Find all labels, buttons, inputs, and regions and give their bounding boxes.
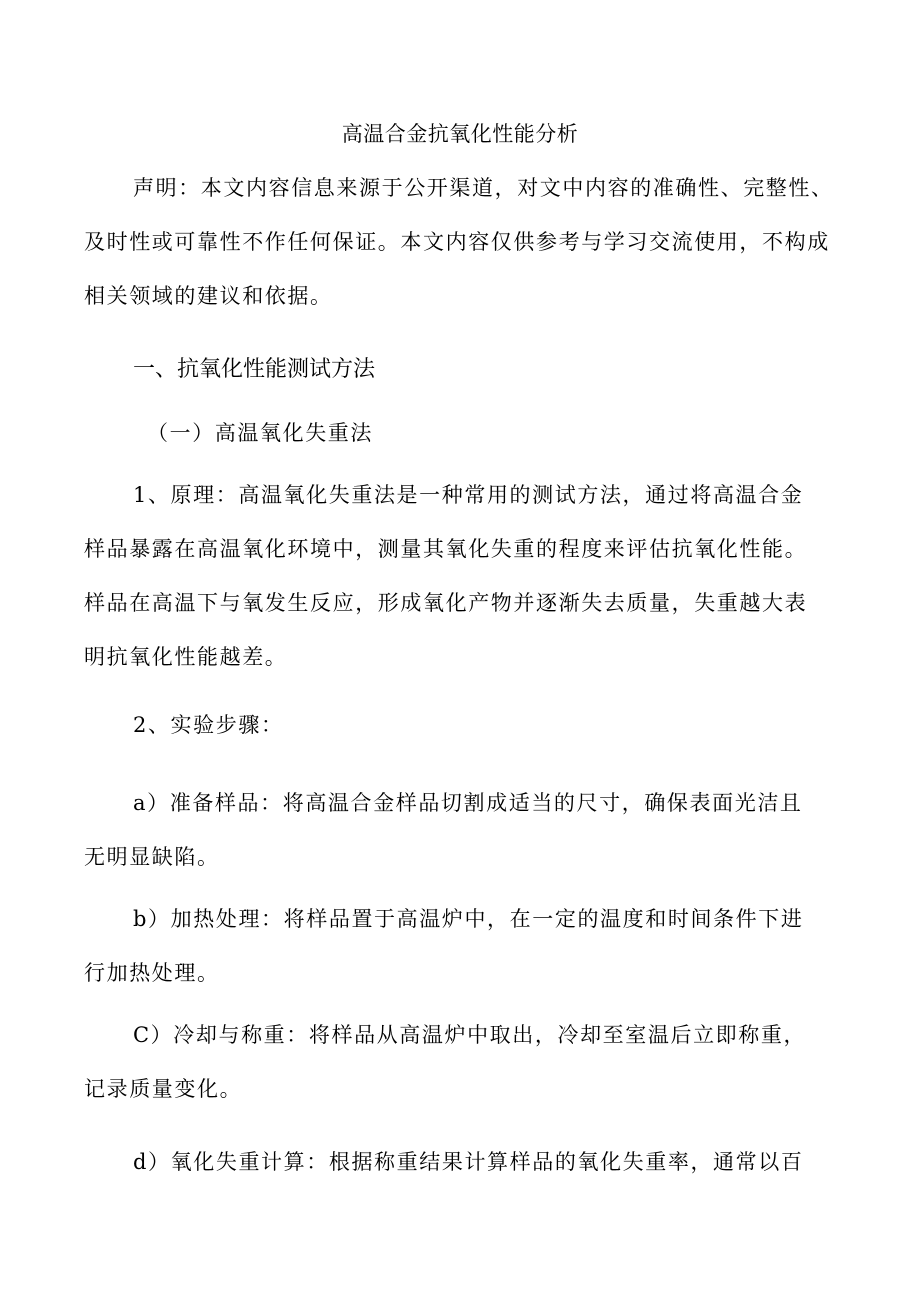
- step-line: a）准备样品：将高温合金样品切割成适当的尺寸，确保表面光洁且: [133, 791, 803, 815]
- disclaimer-line: 相关领域的建议和依据。: [84, 284, 333, 308]
- step-line: 行加热处理。: [84, 961, 220, 985]
- subsection-heading: （一）高温氧化失重法: [147, 421, 373, 445]
- steps-heading: 2、实验步骤：: [133, 713, 284, 737]
- step-line: d）氧化失重计算：根据称重结果计算样品的氧化失重率，通常以百: [133, 1150, 804, 1174]
- document-title: 高温合金抗氧化性能分析: [341, 122, 579, 146]
- step-line: C）冷却与称重：将样品从高温炉中取出，冷却至室温后立即称重，: [133, 1023, 807, 1047]
- disclaimer-line: 及时性或可靠性不作任何保证。本文内容仅供参考与学习交流使用，不构成: [84, 230, 830, 254]
- step-line: 记录质量变化。: [84, 1077, 243, 1101]
- principle-line: 1、原理：高温氧化失重法是一种常用的测试方法，通过将高温合金: [133, 483, 804, 507]
- step-line: 无明显缺陷。: [84, 845, 220, 869]
- step-line: b）加热处理：将样品置于高温炉中，在一定的温度和时间条件下进: [133, 907, 804, 931]
- principle-line: 明抗氧化性能越差。: [84, 645, 288, 669]
- principle-line: 样品在高温下与氧发生反应，形成氧化产物并逐渐失去质量，失重越大表: [84, 591, 808, 615]
- section-heading: 一、抗氧化性能测试方法: [133, 357, 376, 382]
- disclaimer-line: 声明：本文内容信息来源于公开渠道，对文中内容的准确性、完整性、: [133, 176, 834, 200]
- principle-line: 样品暴露在高温氧化环境中，测量其氧化失重的程度来评估抗氧化性能。: [84, 537, 808, 561]
